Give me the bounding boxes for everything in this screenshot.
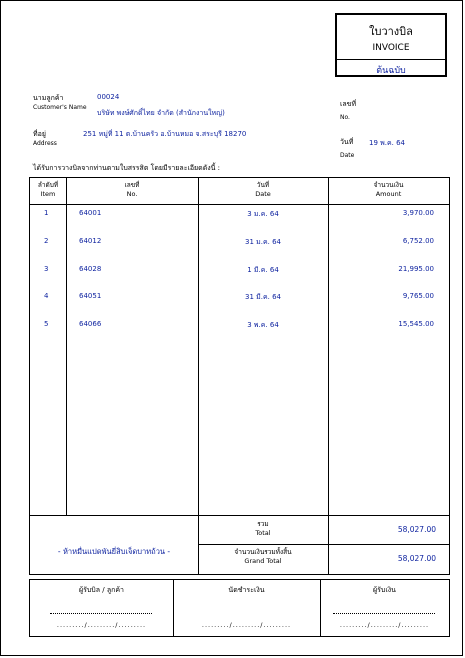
col-header-no: เลขที่ No. [124,181,140,198]
title-thai: ใบวางบิล [369,25,413,38]
col-header-amount: จำนวนเงิน Amount [373,181,404,198]
signature-payment-label: นัดชำระเงิน [228,586,265,594]
title-box [335,13,447,77]
total-amount: 58,027.00 [397,525,436,534]
signature-date: ........./........./......... [201,621,292,629]
customer-label: นามลูกค้า Customer's Name [33,94,87,111]
signature-section [29,579,450,637]
total-label: รวม Total [255,520,271,537]
signature-line [50,613,152,614]
doc-date-label: วันที่ Date [340,138,355,159]
doc-no-label: เลขที่ No. [340,100,357,121]
doc-date: 19 พ.ค. 64 [369,139,406,147]
items-table: ลำดับที่ Item เลขที่ No. วันที่ Date จำนวนเงิน Amount 1 64001 3 ม.ค. 64 3,970.00 2 64012 31 ม.ค. 64 6,752.00 3 64028 1 มี.ค. 64 21,995.00 4 64051 31 มี.ค. 64 9,765.00 5 64066 3 พ.ค. 64 15,545.00 - ห้าหมื่นแปดพันยี่สิบเจ็ดบาทถ้วน - รวม Total 58,027.00 จำนวนเงินรวมทั้งสิ้น Grand Total 58,027.00 [29,177,450,575]
title-english: INVOICE [372,43,410,53]
signature-receiver-label: ผู้รับบิล / ลูกค้า [79,586,124,594]
intro-text: ได้รับการวางบิลจากท่านตามใบสรรสิต โดยมีรายละเอียดดังนี้ : [33,164,221,172]
col-header-date: วันที่ Date [255,181,271,198]
customer-name: บริษัท พงษ์ศักดิ์ไทย จำกัด (สำนักงานใหญ่) [97,109,225,117]
address-label: ที่อยู่ Address [33,130,57,147]
signature-collector-label: ผู้รับเงิน [373,586,396,594]
copy-label: ต้นฉบับ [376,66,406,76]
grand-total-amount: 58,027.00 [397,554,436,563]
signature-line [333,613,435,614]
col-header-item: ลำดับที่ Item [37,181,59,198]
signature-date: ........./........./......... [339,621,430,629]
customer-code: 00024 [97,93,120,101]
amount-in-words: - ห้าหมื่นแปดพันยี่สิบเจ็ดบาทถ้วน - [57,547,171,556]
signature-date: ........./........./......... [56,621,147,629]
grand-total-label: จำนวนเงินรวมทั้งสิ้น Grand Total [234,548,292,565]
customer-address: 251 หมู่ที่ 11 ต.บ้านครัว อ.บ้านหมอ จ.สระบุรี 18270 [83,130,247,138]
